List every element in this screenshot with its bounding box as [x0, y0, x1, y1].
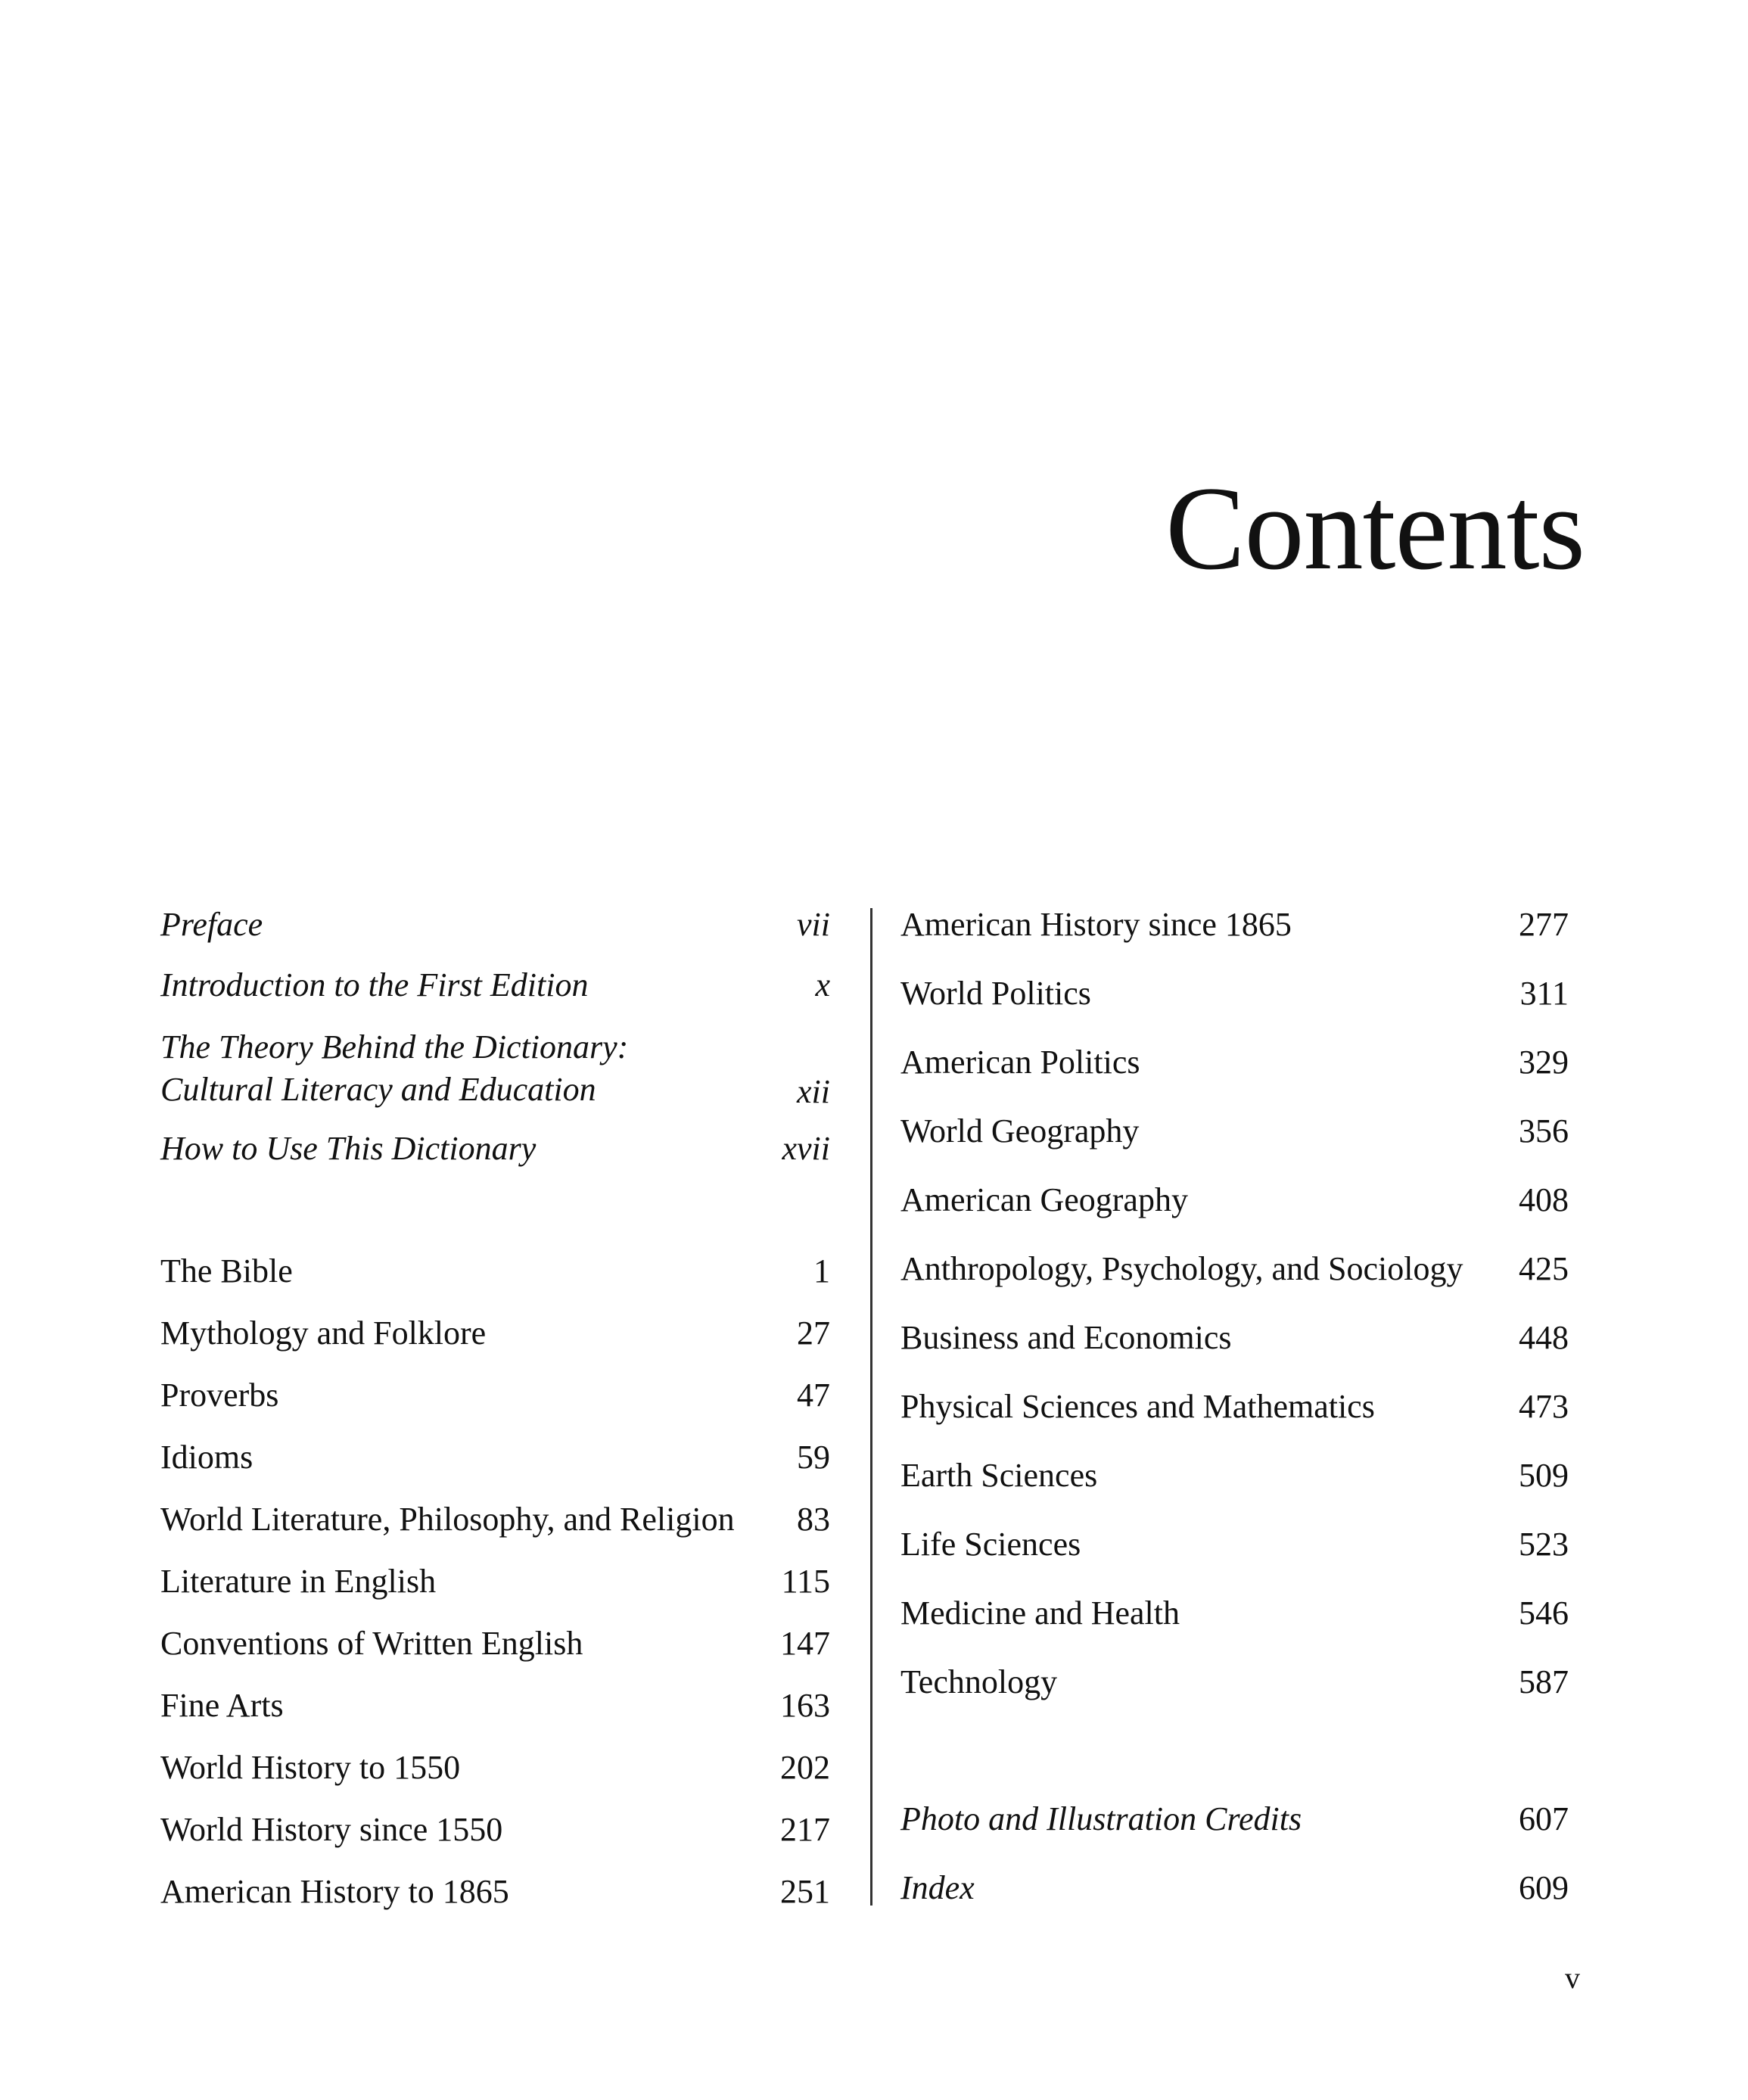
toc-entry-page: 408: [1519, 1181, 1569, 1218]
toc-entry[interactable]: [160, 1438, 830, 1476]
toc-entry[interactable]: [160, 1748, 830, 1787]
toc-entry-label: Fine Arts: [160, 1687, 284, 1724]
toc-entry-label: Mythology and Folklore: [160, 1314, 487, 1352]
toc-entry-page: 473: [1519, 1388, 1569, 1425]
toc-entry-label: World Politics: [900, 975, 1091, 1012]
page-title: Contents: [1165, 462, 1585, 595]
toc-entry-label: American Geography: [900, 1181, 1188, 1218]
toc-entry-page: 217: [780, 1811, 830, 1848]
toc-entry-label: Physical Sciences and Mathematics: [900, 1388, 1375, 1425]
column-divider: [870, 908, 872, 1906]
toc-entry-label: Photo and Illustration Credits: [900, 1800, 1302, 1837]
toc-entry-page: xvii: [782, 1130, 830, 1167]
toc-entry[interactable]: [160, 1872, 830, 1911]
toc-entry-page: 311: [1519, 975, 1569, 1012]
toc-entry-label: American History since 1865: [900, 906, 1292, 943]
toc-entry-label: Medicine and Health: [900, 1594, 1180, 1632]
toc-entry-page: 147: [780, 1625, 830, 1662]
toc-entry[interactable]: [900, 1249, 1569, 1288]
toc-entry-page: xii: [797, 1073, 830, 1110]
toc-entry-page: 27: [797, 1314, 830, 1352]
toc-entry-label: World Literature, Philosophy, and Religion: [160, 1501, 735, 1538]
toc-entry[interactable]: [900, 1456, 1569, 1495]
toc-entry-page: 251: [780, 1873, 830, 1910]
toc-entry[interactable]: [160, 1376, 830, 1414]
toc-entry-preface[interactable]: [160, 905, 830, 944]
page-number: v: [1565, 1961, 1580, 1995]
toc-entry-label: Idioms: [160, 1439, 253, 1476]
toc-entry-page: 1: [813, 1252, 830, 1290]
toc-entry-page: 607: [1519, 1800, 1569, 1837]
toc-entry-credits[interactable]: [900, 1800, 1569, 1838]
toc-entry[interactable]: [900, 1663, 1569, 1701]
toc-entry-label: The Bible: [160, 1252, 293, 1290]
toc-entry-label: Index: [900, 1869, 975, 1906]
toc-entry-label: Proverbs: [160, 1377, 279, 1414]
toc-entry[interactable]: [900, 974, 1569, 1013]
toc-entry-how-to-use[interactable]: [160, 1129, 830, 1168]
toc-entry-label: [160, 1026, 628, 1111]
toc-entry[interactable]: [900, 1181, 1569, 1219]
toc-entry-page: 509: [1519, 1457, 1569, 1494]
toc-entry-theory[interactable]: [160, 1026, 830, 1111]
toc-entry[interactable]: [900, 1387, 1569, 1426]
toc-entry-page: 448: [1519, 1319, 1569, 1356]
toc-entry-label: How to Use This Dictionary: [160, 1130, 537, 1167]
toc-entry-label: World History since 1550: [160, 1811, 503, 1848]
toc-entry[interactable]: [900, 1112, 1569, 1150]
toc-entry-page: 546: [1519, 1594, 1569, 1632]
toc-entry-label-line2: Cultural Literacy and Education: [160, 1071, 596, 1108]
toc-entry-label: World Geography: [900, 1112, 1140, 1150]
toc-entry[interactable]: [160, 1624, 830, 1663]
toc-entry[interactable]: [900, 1043, 1569, 1081]
toc-entry-label: World History to 1550: [160, 1749, 461, 1786]
toc-entry[interactable]: [160, 1314, 830, 1352]
toc-entry[interactable]: [160, 1810, 830, 1849]
toc-entry-label: Technology: [900, 1663, 1058, 1700]
toc-entry[interactable]: [900, 1318, 1569, 1357]
toc-entry-page: 202: [780, 1749, 830, 1786]
toc-entry-page: 163: [780, 1687, 830, 1724]
toc-entry-page: 115: [781, 1563, 830, 1600]
toc-entry-page: 523: [1519, 1526, 1569, 1563]
toc-entry[interactable]: [160, 1562, 830, 1601]
toc-entry-label: Anthropology, Psychology, and Sociology: [900, 1250, 1463, 1287]
toc-entry-page: 47: [797, 1377, 830, 1414]
toc-entry-label: Preface: [160, 906, 263, 943]
toc-entry[interactable]: [160, 1500, 830, 1538]
toc-entry-introduction[interactable]: [160, 966, 830, 1004]
toc-entry[interactable]: [900, 1594, 1569, 1632]
toc-entry-label: Introduction to the First Edition: [160, 966, 589, 1003]
toc-entry-page: 59: [797, 1439, 830, 1476]
toc-entry[interactable]: [900, 905, 1569, 944]
toc-entry-label: Literature in English: [160, 1563, 437, 1600]
toc-entry-page: x: [815, 966, 830, 1003]
toc-entry-index[interactable]: [900, 1868, 1569, 1907]
toc-entry-label-line1: The Theory Behind the Dictionary:: [160, 1028, 629, 1066]
toc-entry[interactable]: [160, 1252, 830, 1290]
toc-entry-page: 356: [1519, 1112, 1569, 1150]
toc-entry[interactable]: [900, 1525, 1569, 1563]
toc-entry-label: Conventions of Written English: [160, 1625, 583, 1662]
toc-entry-page: 425: [1519, 1250, 1569, 1287]
toc-entry-page: 587: [1519, 1663, 1569, 1700]
toc-entry-page: 277: [1519, 906, 1569, 943]
toc-entry-page: 329: [1519, 1044, 1569, 1081]
toc-entry-label: Business and Economics: [900, 1319, 1232, 1356]
toc-entry-label: Life Sciences: [900, 1526, 1081, 1563]
toc-entry-page: 83: [797, 1501, 830, 1538]
toc-entry-label: Earth Sciences: [900, 1457, 1098, 1494]
toc-entry[interactable]: [160, 1686, 830, 1725]
toc-entry-label: American Politics: [900, 1044, 1140, 1081]
toc-entry-page: vii: [797, 906, 830, 943]
toc-entry-label: American History to 1865: [160, 1873, 509, 1910]
toc-entry-page: 609: [1519, 1869, 1569, 1906]
